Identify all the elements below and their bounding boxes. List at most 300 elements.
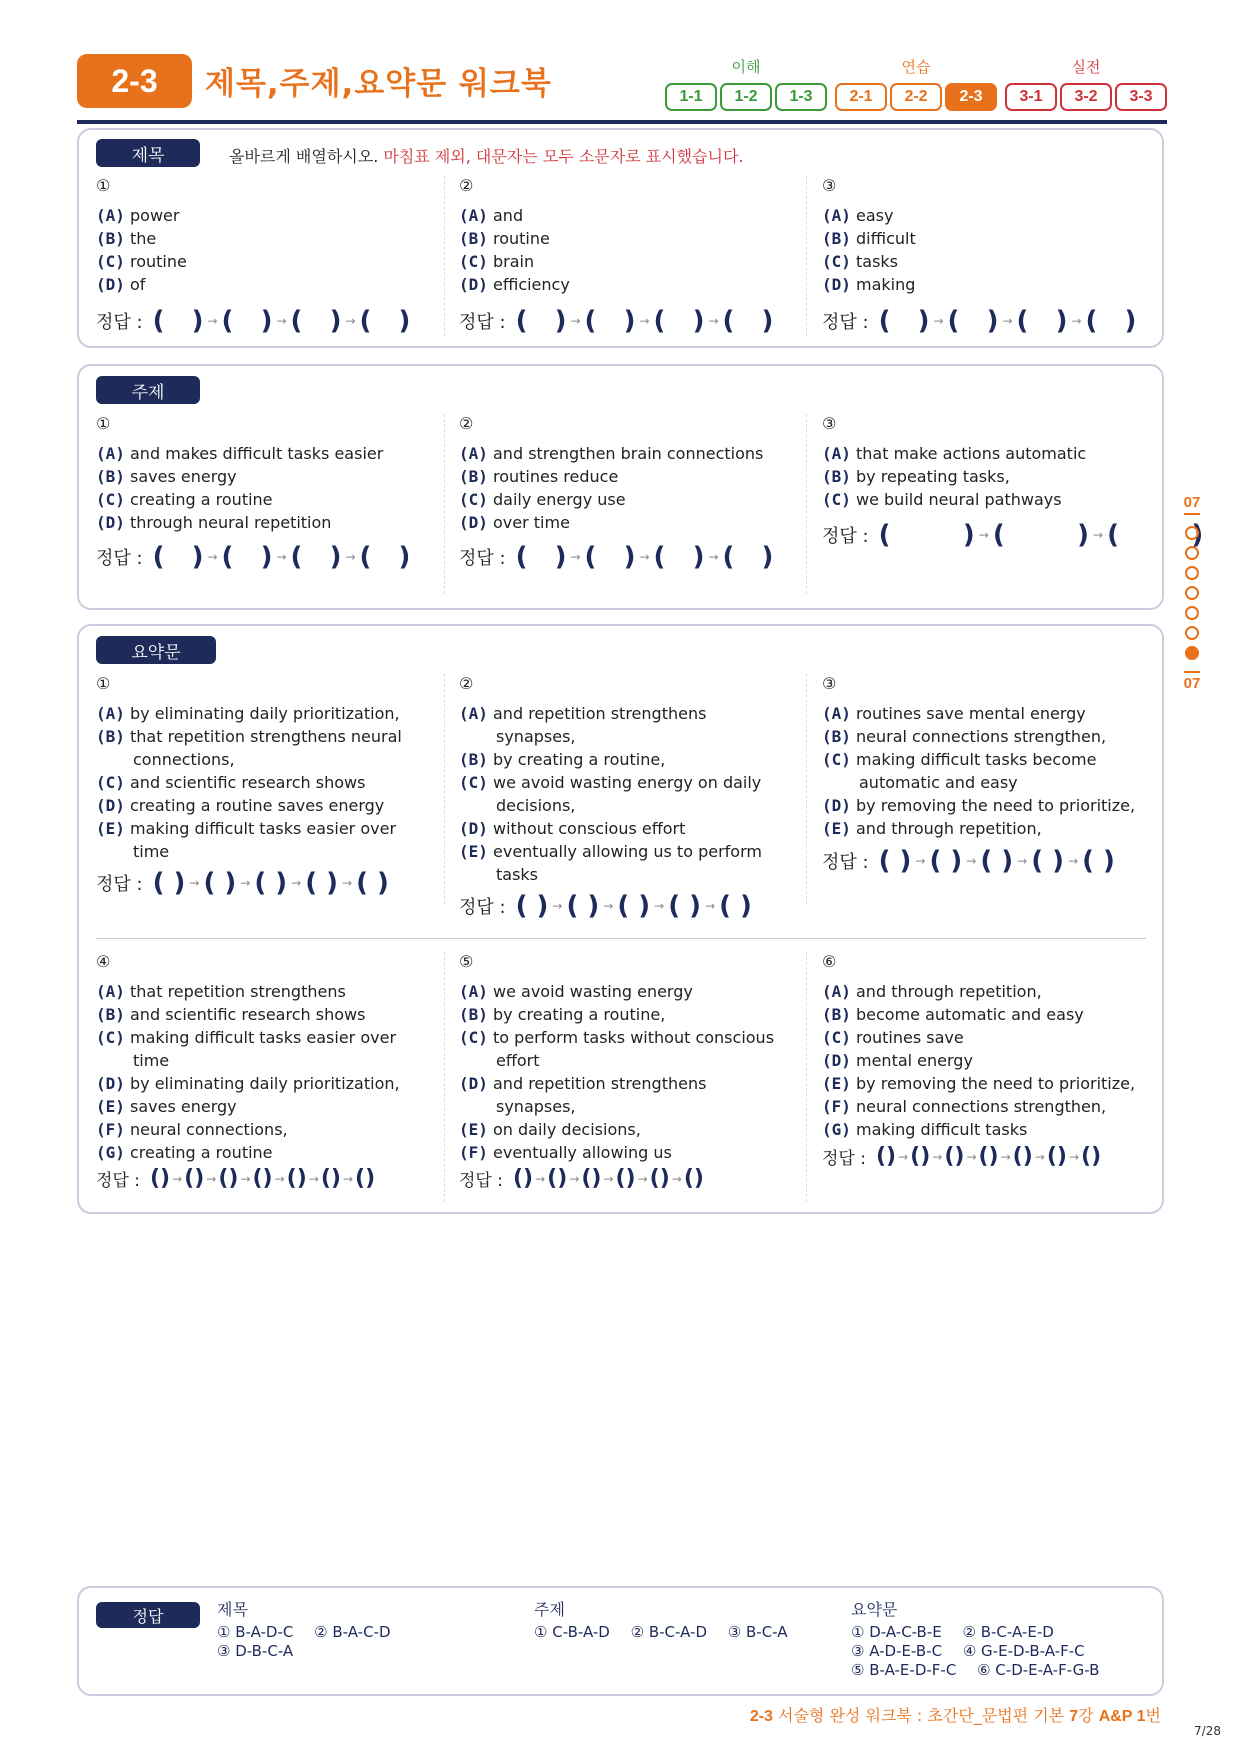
option-text: mental energy	[856, 1051, 973, 1070]
step-group-label: 실전	[1071, 58, 1101, 76]
question-number: ①	[96, 176, 111, 195]
arrow-icon: →	[552, 899, 563, 913]
option-letter: (E)	[96, 1097, 125, 1116]
option-row	[459, 273, 789, 296]
answer-slot[interactable]: ( )	[1031, 846, 1065, 876]
answer-row	[459, 306, 773, 336]
instruction	[229, 144, 744, 167]
answer-label: 정답 :	[822, 852, 869, 873]
arrow-icon: →	[705, 899, 716, 913]
option-letter: (C)	[822, 750, 851, 769]
answer-slot[interactable]: ( )	[290, 306, 342, 336]
step-group-practice	[835, 56, 997, 111]
answer-slot[interactable]: ( )	[722, 306, 774, 336]
question-number: ⑤	[459, 952, 474, 971]
answer-label: 정답 :	[822, 1149, 866, 1169]
answer-slot[interactable]: ()	[581, 1166, 602, 1191]
option-letter: (D)	[822, 1051, 851, 1070]
answer-slot[interactable]: ( )	[152, 868, 186, 898]
option-letter: (B)	[459, 229, 488, 248]
option-text: we build neural pathways	[856, 490, 1062, 509]
option-letter: (C)	[822, 490, 851, 509]
option-row	[822, 465, 1152, 488]
option-row	[822, 1003, 1152, 1026]
arrow-icon: →	[898, 1149, 909, 1164]
answer-slot[interactable]: ( )	[617, 891, 651, 921]
option-row	[96, 511, 426, 534]
answer-key-item: ④ G-E-D-B-A-F-C	[962, 1642, 1085, 1660]
answer-slot[interactable]: ( )	[359, 542, 411, 572]
arrow-icon: →	[637, 1171, 648, 1186]
answer-row	[459, 542, 773, 572]
option-row	[822, 204, 1152, 227]
section-tag: 주제	[96, 376, 200, 404]
arrow-icon: →	[172, 1171, 183, 1186]
answer-slot[interactable]: ( )	[929, 846, 963, 876]
question-number: ③	[822, 176, 837, 195]
option-row	[822, 250, 1152, 273]
option-row	[459, 511, 789, 534]
option-text: brain	[493, 252, 535, 271]
option-text: that repetition strengthens	[130, 982, 346, 1001]
option-row	[822, 1026, 1152, 1049]
option-letter: (A)	[822, 444, 851, 463]
answer-slot[interactable]: ()	[320, 1166, 341, 1191]
option-row	[459, 1026, 789, 1072]
option-letter: (C)	[459, 773, 488, 792]
option-letter: (C)	[459, 490, 488, 509]
option-text: by creating a routine,	[493, 750, 666, 769]
option-text: making	[856, 275, 916, 294]
question-item	[96, 414, 426, 534]
answer-slot[interactable]: ( )	[947, 306, 999, 336]
step-3-1-button[interactable]: 3-1	[1005, 83, 1057, 111]
answer-slot[interactable]: ( )	[1016, 306, 1068, 336]
option-row	[96, 725, 426, 771]
option-text: efficiency	[493, 275, 570, 294]
answer-slot[interactable]: ( )	[980, 846, 1014, 876]
arrow-icon: →	[1002, 314, 1013, 328]
option-row	[822, 273, 1152, 296]
option-row	[459, 204, 789, 227]
option-letter: (G)	[96, 1143, 125, 1162]
answer-slot[interactable]: ()	[184, 1166, 205, 1191]
arrow-icon: →	[240, 1171, 251, 1186]
answer-slot[interactable]: ( )	[305, 868, 339, 898]
option-text: and through repetition,	[856, 982, 1042, 1001]
option-letter: (E)	[822, 819, 851, 838]
answer-slot[interactable]: ()	[355, 1166, 376, 1191]
option-text: tasks	[856, 252, 899, 271]
answer-label: 정답 :	[96, 874, 143, 895]
arrow-icon: →	[966, 854, 977, 868]
option-row	[822, 1049, 1152, 1072]
arrow-icon: →	[1071, 314, 1082, 328]
question-number: ③	[822, 674, 837, 693]
option-row	[822, 488, 1152, 511]
answer-slot[interactable]: ( )	[584, 542, 636, 572]
footer	[750, 1703, 1161, 1726]
option-row	[459, 817, 789, 840]
answer-slot[interactable]: ()	[286, 1166, 307, 1191]
answer-slot[interactable]: ()	[649, 1166, 670, 1191]
option-letter: (B)	[96, 1005, 125, 1024]
step-group-real	[1005, 56, 1167, 111]
answer-slot[interactable]: ()	[1081, 1144, 1102, 1169]
option-letter: (A)	[459, 704, 488, 723]
answer-slot[interactable]: ()	[944, 1144, 965, 1169]
step-3-3-button[interactable]: 3-3	[1115, 83, 1167, 111]
option-letter: (C)	[822, 252, 851, 271]
option-letter: (D)	[459, 819, 488, 838]
answer-slot[interactable]: ()	[875, 1144, 897, 1169]
step-1-3-button[interactable]: 1-3	[775, 83, 827, 111]
answer-slot[interactable]: ( )	[992, 520, 1089, 550]
option-letter: (B)	[822, 229, 851, 248]
answer-key-summary	[851, 1600, 1151, 1680]
arrow-icon: →	[535, 1171, 546, 1186]
option-letter: (D)	[459, 1074, 488, 1093]
footer-text: 번	[1145, 1706, 1161, 1725]
option-row	[459, 465, 789, 488]
option-text: through neural repetition	[130, 513, 332, 532]
arrow-icon: →	[345, 314, 356, 328]
question-item	[822, 952, 1152, 1141]
option-letter: (D)	[459, 513, 488, 532]
option-row	[459, 702, 789, 748]
option-row	[822, 1095, 1152, 1118]
step-3-2-button[interactable]: 3-2	[1060, 83, 1112, 111]
progress-dot	[1185, 626, 1199, 640]
answer-slot[interactable]: ( )	[221, 306, 273, 336]
option-letter: (A)	[96, 444, 125, 463]
option-letter: (E)	[459, 842, 488, 861]
answer-slot[interactable]: ()	[1046, 1144, 1067, 1169]
answer-slot[interactable]: ( )	[878, 846, 912, 876]
step-2-3-button[interactable]: 2-3	[945, 83, 997, 111]
answer-slot[interactable]: ( )	[878, 306, 930, 336]
option-text: the	[130, 229, 157, 248]
progress-dot	[1185, 646, 1199, 660]
answer-slot[interactable]: ( )	[1082, 846, 1115, 876]
arrow-icon: →	[274, 1171, 285, 1186]
option-text: and scientific research shows	[130, 773, 366, 792]
option-letter: (B)	[96, 467, 125, 486]
answer-slot[interactable]: ( )	[515, 306, 567, 336]
step-1-2-button[interactable]: 1-2	[720, 83, 772, 111]
answer-slot[interactable]: ( )	[254, 868, 288, 898]
option-text: eventually allowing us to perform tasks	[493, 842, 762, 884]
answer-slot[interactable]: ()	[615, 1166, 636, 1191]
arrow-icon: →	[708, 314, 719, 328]
answer-slot[interactable]: ()	[218, 1166, 239, 1191]
option-text: we avoid wasting energy on daily decisions,	[493, 773, 762, 815]
section-tag: 제목	[96, 139, 200, 167]
option-row	[459, 840, 789, 886]
answer-label: 정답 :	[96, 1171, 140, 1191]
answer-slot[interactable]: ( )	[878, 520, 975, 550]
title-section	[77, 128, 1164, 348]
arrow-icon: →	[189, 876, 200, 890]
option-text: to perform tasks without conscious effort	[493, 1028, 775, 1070]
option-row	[459, 488, 789, 511]
arrow-icon: →	[570, 550, 581, 564]
option-row	[822, 817, 1152, 840]
option-text: saves energy	[130, 467, 237, 486]
answer-row	[96, 306, 410, 336]
option-letter: (D)	[822, 796, 851, 815]
option-text: routines save mental energy	[856, 704, 1086, 723]
answer-key-item: ② B-C-A-D	[630, 1623, 707, 1641]
option-letter: (G)	[822, 1120, 851, 1139]
footer-lesson: 7	[1069, 1708, 1079, 1725]
footer-item: A&P 1	[1098, 1708, 1146, 1725]
option-letter: (A)	[822, 704, 851, 723]
answer-slot[interactable]: ( )	[152, 306, 204, 336]
option-row	[96, 771, 426, 794]
arrow-icon: →	[207, 550, 218, 564]
option-row	[96, 1118, 426, 1141]
arrow-icon: →	[207, 314, 218, 328]
option-letter: (A)	[822, 982, 851, 1001]
option-row	[96, 1003, 426, 1026]
option-text: routines reduce	[493, 467, 619, 486]
option-text: become automatic and easy	[856, 1005, 1084, 1024]
answer-key-item: ② B-A-C-D	[314, 1623, 391, 1641]
answer-slot[interactable]: ( )	[515, 542, 567, 572]
answer-key-heading: 제목	[217, 1600, 248, 1619]
question-number: ②	[459, 414, 474, 433]
option-row	[822, 1118, 1152, 1141]
question-item	[459, 414, 789, 534]
option-text: creating a routine saves energy	[130, 796, 385, 815]
answer-slot[interactable]: ( )	[584, 306, 636, 336]
option-text: without conscious effort	[493, 819, 686, 838]
option-text: routine	[493, 229, 550, 248]
option-row	[459, 442, 789, 465]
arrow-icon: →	[308, 1171, 319, 1186]
option-letter: (A)	[96, 704, 125, 723]
arrow-icon: →	[342, 1171, 354, 1186]
answer-slot[interactable]: ()	[252, 1166, 273, 1191]
option-row	[96, 817, 426, 863]
answer-slot[interactable]: ()	[547, 1166, 568, 1191]
option-row	[459, 980, 789, 1003]
option-row	[459, 1118, 789, 1141]
page-number: 7/28	[1194, 1724, 1221, 1738]
step-1-1-button[interactable]: 1-1	[665, 83, 717, 111]
answer-slot[interactable]: ( )	[290, 542, 342, 572]
option-text: easy	[856, 206, 894, 225]
answer-row	[822, 1144, 1101, 1169]
answer-key-heading: 요약문	[851, 1600, 898, 1619]
option-text: difficult	[856, 229, 916, 248]
option-letter: (B)	[822, 467, 851, 486]
option-row	[459, 771, 789, 817]
answer-slot[interactable]: ()	[910, 1144, 931, 1169]
arrow-icon: →	[1068, 1149, 1080, 1164]
option-letter: (B)	[459, 1005, 488, 1024]
option-text: we avoid wasting energy	[493, 982, 693, 1001]
answer-key-item: ① D-A-C-B-E	[851, 1623, 942, 1641]
question-number: ②	[459, 674, 474, 693]
option-row	[96, 273, 426, 296]
answer-slot[interactable]: ()	[1012, 1144, 1033, 1169]
answer-slot[interactable]: ( )	[203, 868, 237, 898]
answer-slot[interactable]: ( )	[1085, 306, 1137, 336]
answer-label: 정답 :	[459, 897, 506, 918]
answer-slot[interactable]: ( )	[653, 306, 705, 336]
answer-slot[interactable]: ( )	[668, 891, 702, 921]
answer-label: 정답 :	[459, 1171, 503, 1191]
step-group-label: 연습	[901, 58, 931, 76]
answer-key-item: ① C-B-A-D	[534, 1623, 610, 1641]
arrow-icon: →	[1093, 528, 1104, 542]
answer-slot[interactable]: ( )	[515, 891, 549, 921]
option-text: daily energy use	[493, 490, 626, 509]
answer-label: 정답 :	[96, 312, 143, 333]
option-text: that repetition strengthens neural connections,	[130, 727, 402, 769]
arrow-icon: →	[206, 1171, 217, 1186]
answer-label: 정답 :	[822, 312, 869, 333]
option-letter: (A)	[459, 982, 488, 1001]
option-row	[459, 250, 789, 273]
step-2-2-button[interactable]: 2-2	[890, 83, 942, 111]
arrow-icon: →	[570, 314, 581, 328]
answer-slot[interactable]: ( )	[566, 891, 600, 921]
option-letter: (C)	[96, 773, 125, 792]
option-text: saves energy	[130, 1097, 237, 1116]
answer-slot[interactable]: ( )	[221, 542, 273, 572]
arrow-icon: →	[978, 528, 989, 542]
option-text: neural connections,	[130, 1120, 288, 1139]
question-item	[96, 952, 426, 1164]
option-row	[96, 794, 426, 817]
option-text: and repetition strengthens synapses,	[493, 1074, 707, 1116]
question-item	[822, 414, 1152, 511]
option-row	[96, 250, 426, 273]
answer-label: 정답 :	[96, 548, 143, 569]
question-item	[459, 674, 789, 886]
option-letter: (D)	[459, 275, 488, 294]
answer-key-item: ① B-A-D-C	[217, 1623, 294, 1641]
option-letter: (E)	[96, 819, 125, 838]
arrow-icon: →	[1068, 854, 1079, 868]
option-letter: (B)	[459, 750, 488, 769]
step-2-1-button[interactable]: 2-1	[835, 83, 887, 111]
unit-badge: 2-3	[77, 54, 192, 108]
question-item	[459, 176, 789, 296]
progress-dot	[1185, 606, 1199, 620]
chapter-number-top: 07	[1184, 494, 1201, 515]
option-row	[822, 702, 1152, 725]
option-letter: (E)	[822, 1074, 851, 1093]
answer-key-item: ⑥ C-D-E-A-F-G-B	[977, 1661, 1100, 1679]
question-item	[96, 176, 426, 296]
option-text: creating a routine	[130, 1143, 273, 1162]
option-text: over time	[493, 513, 570, 532]
option-text: and repetition strengthens synapses,	[493, 704, 707, 746]
answer-slot[interactable]: ( )	[1107, 520, 1204, 550]
option-text: and makes difficult tasks easier	[130, 444, 384, 463]
answer-key-item: ③ B-C-A	[727, 1623, 788, 1641]
option-letter: (B)	[822, 1005, 851, 1024]
option-text: by repeating tasks,	[856, 467, 1010, 486]
answer-slot[interactable]: ()	[149, 1166, 171, 1191]
question-number: ①	[96, 674, 111, 693]
arrow-icon: →	[603, 899, 614, 913]
progress-dot	[1185, 546, 1199, 560]
option-row	[459, 227, 789, 250]
section-tag: 요약문	[96, 636, 216, 664]
arrow-icon: →	[933, 314, 944, 328]
answer-key-item: ② B-C-A-E-D	[962, 1623, 1054, 1641]
answer-row	[459, 891, 752, 921]
option-letter: (C)	[822, 1028, 851, 1047]
answer-key-item: ③ A-D-E-B-C	[851, 1642, 943, 1660]
progress-dot	[1185, 566, 1199, 580]
side-chapter-tab	[1178, 494, 1206, 692]
answer-slot[interactable]: ( )	[152, 542, 204, 572]
option-text: neural connections strengthen,	[856, 727, 1107, 746]
option-row	[822, 1072, 1152, 1095]
answer-slot[interactable]: ()	[512, 1166, 534, 1191]
option-letter: (B)	[96, 229, 125, 248]
question-number: ③	[822, 414, 837, 433]
answer-slot[interactable]: ()	[683, 1166, 704, 1191]
option-letter: (C)	[459, 252, 488, 271]
progress-dot	[1185, 526, 1199, 540]
option-letter: (A)	[96, 206, 125, 225]
answer-slot[interactable]: ( )	[722, 542, 774, 572]
option-text: neural connections strengthen,	[856, 1097, 1107, 1116]
option-letter: (E)	[459, 1120, 488, 1139]
page-title: 제목,주제,요약문 워크북	[205, 66, 552, 102]
answer-row	[459, 1166, 704, 1191]
answer-slot[interactable]: ( )	[719, 891, 752, 921]
arrow-icon: →	[345, 550, 356, 564]
option-letter: (B)	[96, 727, 125, 746]
option-row	[96, 442, 426, 465]
option-letter: (F)	[822, 1097, 851, 1116]
question-number: ①	[96, 414, 111, 433]
answer-key-heading: 주제	[534, 1600, 565, 1619]
footer-text: 서술형 완성 워크북 : 초간단_문법편 기본	[772, 1706, 1070, 1725]
option-letter: (A)	[822, 206, 851, 225]
arrow-icon: →	[966, 1149, 977, 1164]
answer-key-tag: 정답	[96, 1602, 200, 1628]
arrow-icon: →	[1034, 1149, 1045, 1164]
arrow-icon: →	[342, 876, 353, 890]
step-group-label: 이해	[731, 58, 761, 76]
answer-key-theme	[534, 1600, 834, 1642]
option-text: eventually allowing us	[493, 1143, 672, 1162]
question-item	[822, 176, 1152, 296]
option-row	[822, 794, 1152, 817]
option-row	[822, 725, 1152, 748]
option-text: making difficult tasks easier over time	[130, 819, 397, 861]
option-row	[822, 748, 1152, 794]
option-row	[96, 1026, 426, 1072]
answer-slot[interactable]: ()	[978, 1144, 999, 1169]
option-text: and scientific research shows	[130, 1005, 366, 1024]
answer-slot[interactable]: ( )	[653, 542, 705, 572]
option-row	[822, 227, 1152, 250]
question-number: ②	[459, 176, 474, 195]
answer-slot[interactable]: ( )	[359, 306, 411, 336]
answer-slot[interactable]: ( )	[356, 868, 389, 898]
option-row	[822, 980, 1152, 1003]
